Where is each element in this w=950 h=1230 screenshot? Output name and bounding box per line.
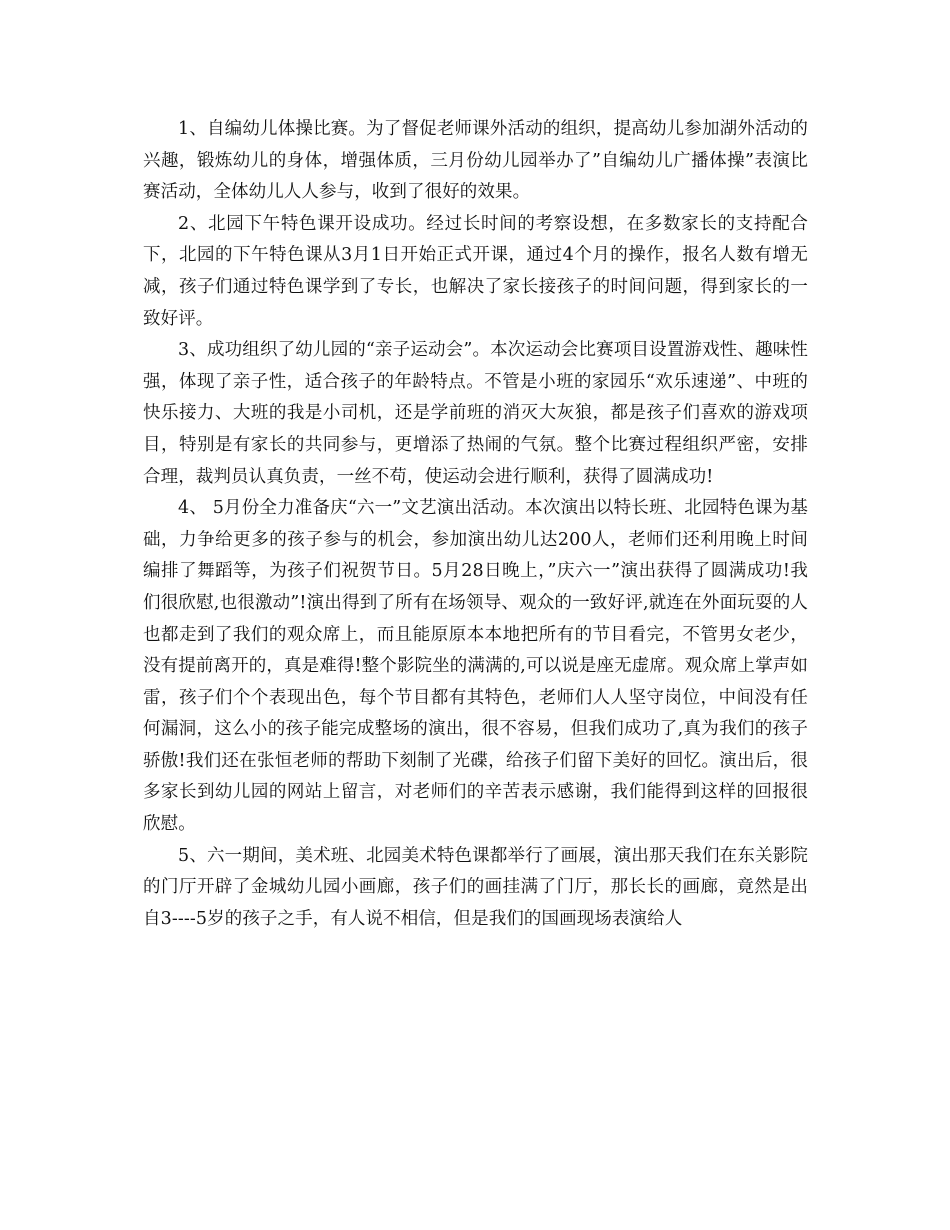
document-body [143, 114, 808, 935]
paragraph-4: 4、 5月份全力准备庆“六一”文艺演出活动。本次演出以特长班、北园特色课为基础，力争给更多的孩子参与的机会，参加演出幼儿达200人，老师们还利用晚上时间编排了舞蹈等，为孩子们祝贺节日。5月28日晚上，”庆六一”演出获得了圆满成功!我们很欣慰,也很激动”!演出得到了所有在场领导、观众的一致好评,就连在外面玩耍的人也都走到了我们的观众席上，而且能原原本本地把所有的节目看完，不管男女老少，没有提前离开的，真是难得!整个影院坐的满满的,可以说是座无虚席。观众席上掌声如雷，孩子们个个表现出色，每个节目都有其特色，老师们人人坚守岗位，中间没有任何漏洞，这么小的孩子能完成整场的演出，很不容易，但我们成功了,真为我们的孩子骄傲!我们还在张恒老师的帮助下刻制了光碟，给孩子们留下美好的回忆。演出后，很多家长到幼儿园的网站上留言，对老师们的辛苦表示感谢，我们能得到这样的回报很欣慰。 [143, 498, 808, 835]
paragraph-3: 3、成功组织了幼儿园的“亲子运动会”。本次运动会比赛项目设置游戏性、趣味性强，体现了亲子性，适合孩子的年龄特点。不管是小班的家园乐“欢乐速递”、中班的快乐接力、大班的我是小司机，还是学前班的消灭大灰狼，都是孩子们喜欢的游戏项目，特别是有家长的共同参与，更增添了热闹的气氛。整个比赛过程组织严密，安排合理，裁判员认真负责，一丝不苟，使运动会进行顺利，获得了圆满成功! [143, 340, 808, 487]
paragraph-2: 2、北园下午特色课开设成功。经过长时间的考察设想，在多数家长的支持配合下，北园的下午特色课从3月1日开始正式开课，通过4个月的操作，报名人数有增无减，孩子们通过特色课学到了专长，也解决了家长接孩子的时间问题，得到家长的一致好评。 [143, 213, 808, 329]
paragraph-5: 5、六一期间，美术班、北园美术特色课都举行了画展，演出那天我们在东关影院的门厅开辟了金城幼儿园小画廊，孩子们的画挂满了门厅，那长长的画廊，竟然是出自3----5岁的孩子之手，有人说不相信，但是我们的国画现场表演给人 [143, 845, 808, 929]
paragraph-1: 1、自编幼儿体操比赛。为了督促老师课外活动的组织，提高幼儿参加湖外活动的兴趣，锻炼幼儿的身体，增强体质，三月份幼儿园举办了”自编幼儿广播体操”表演比赛活动，全体幼儿人人参与，收到了很好的效果。 [143, 119, 808, 203]
